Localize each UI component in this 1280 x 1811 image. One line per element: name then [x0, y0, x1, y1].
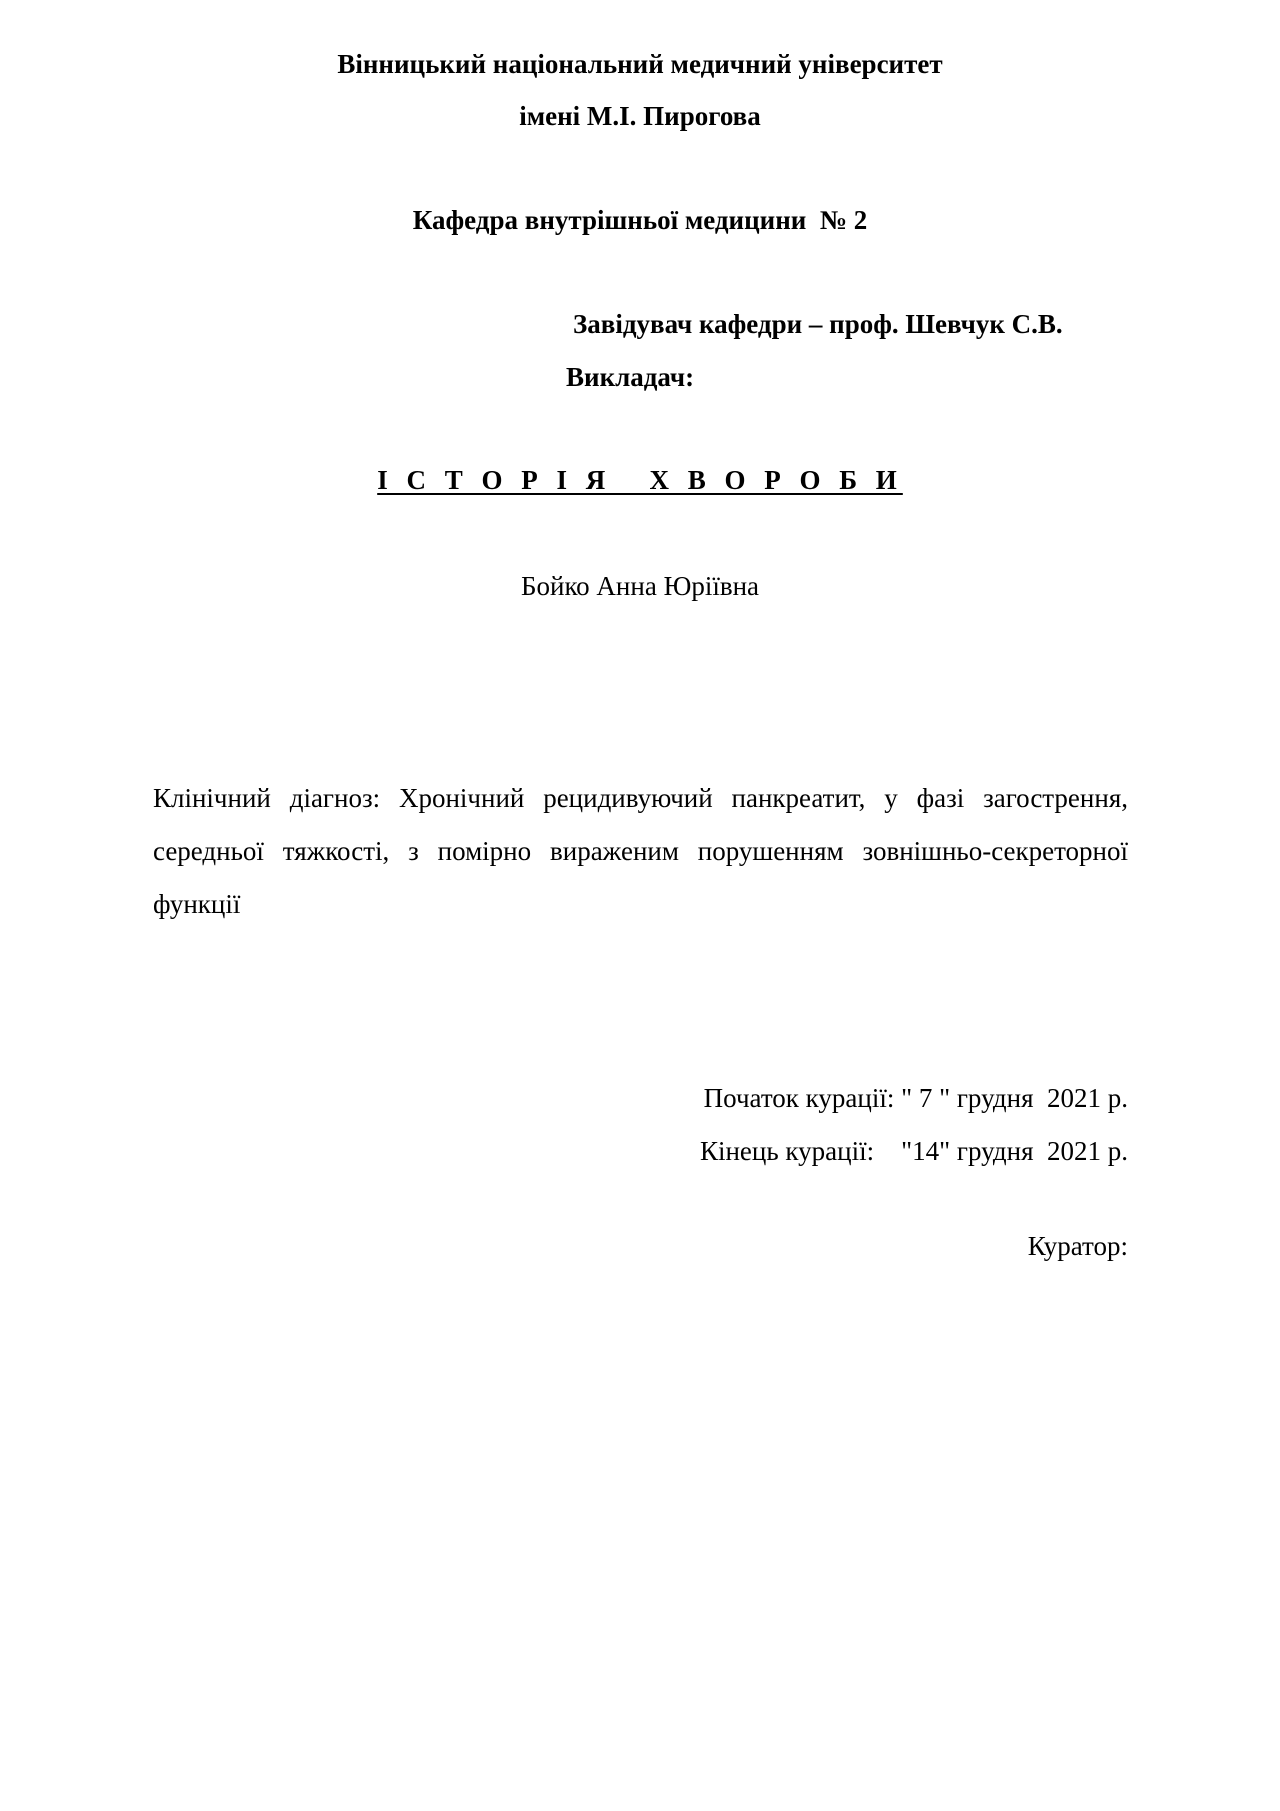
university-name-line2: імені М.І. Пирогова — [519, 101, 761, 131]
curation-end: Кінець курації: "14" грудня 2021 р. — [699, 1136, 1128, 1166]
curation-start: Початок курації: " 7 " грудня 2021 р. — [703, 1083, 1128, 1113]
university-name-line1: Вінницький національний медичний університет — [337, 49, 943, 79]
department-name: Кафедра внутрішньої медицини № 2 — [412, 205, 868, 235]
patient-name: Бойко Анна Юріївна — [520, 571, 760, 601]
curator-label: Куратор: — [1027, 1231, 1128, 1261]
document-title: І С Т О Р І Я Х В О Р О Б И — [377, 465, 903, 495]
lecturer-label: Викладач: — [566, 362, 695, 392]
clinical-diagnosis: Клінічний діагноз: Хронічний рецидивуючий панкреатит, у фазі загострення, середньої тяжкості, з помірно вираженим порушенням зовнішньо-секреторної функції — [153, 783, 1128, 919]
head-of-department: Завідувач кафедри – проф. Шевчук С.В. — [573, 309, 1063, 339]
